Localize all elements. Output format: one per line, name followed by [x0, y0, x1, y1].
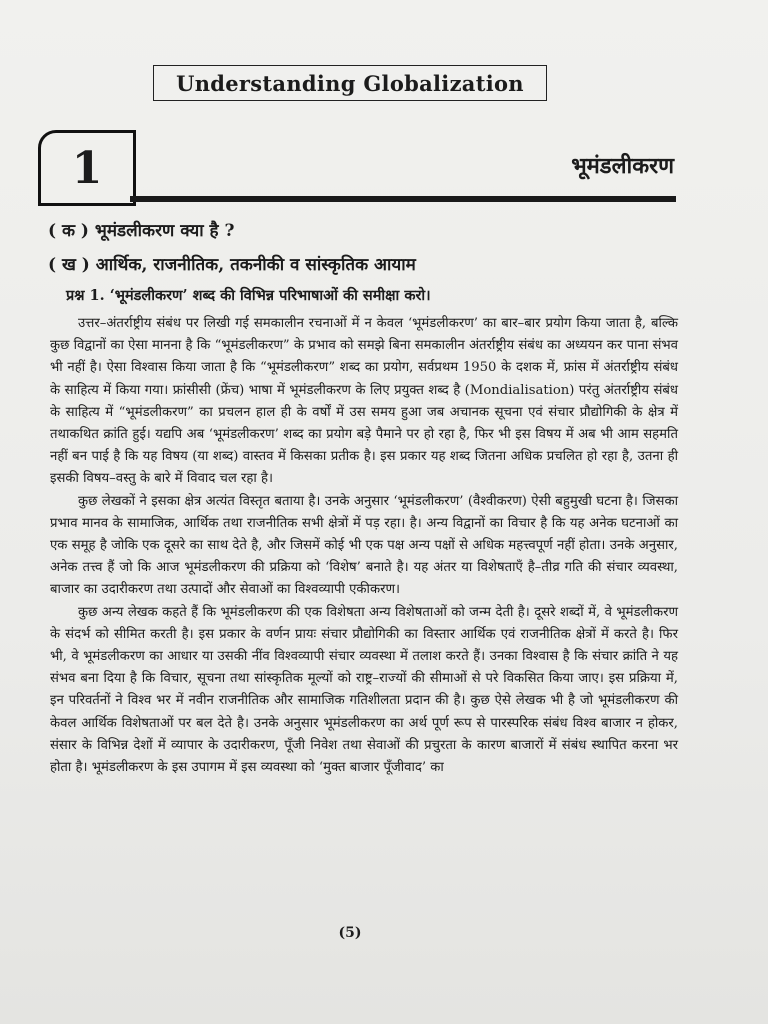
book-title-box [153, 65, 547, 101]
chapter-number-box [38, 130, 136, 206]
paragraph-2: कुछ लेखकों ने इसका क्षेत्र अत्यंत विस्तृत बताया है। उनके अनुसार ‘भूमंडलीकरण’ (वैश्वीकरण) ऐसी बहुमुखी घटना है। जिसका प्रभाव मानव के सामाजिक, आर्थिक तथा राजनीतिक सभी क्षेत्रों में पड़ रहा। है। अन्य विद्वानों का विचार है कि यह अनेक घटनाओं का एक समूह है जोकि एक दूसरे का साथ देते है, और जिसमें कोई भी एक पक्ष अन्य पक्षों से अधिक महत्त्वपूर्ण नहीं होता। उनके अनुसार, अनेक तत्त्व हैं जो कि आज भूमंडलीकरण की प्रक्रिया को ‘विशेष’ बनाते है। यह अंतर या विशेषताएँ है–तीव्र गति की संचार व्यवस्था, बाजार का उदारीकरण तथा उत्पादों और सेवाओं का विश्वव्यापी एकीकरण। [50, 493, 678, 598]
question-line: प्रश्न 1. ‘भूमंडलीकरण’ शब्द की विभिन्न परिभाषाओं की समीक्षा करो। [66, 287, 431, 304]
paragraph-1: उत्तर–अंतर्राष्ट्रीय संबंध पर लिखी गई समकालीन रचनाओं में न केवल ‘भूमंडलीकरण’ का बार–बार प्रयोग किया जाता है, बल्कि कुछ विद्वानों का ऐसा मानना है कि “भूमंडलीकरण” के प्रभाव को समझे बिना समकालीन अंतर्राष्ट्रीय संबंध का अध्ययन कर पाना संभव भी नहीं है। ऐसा विश्वास किया जाता है कि “भूमंडलीकरण” शब्द का प्रयोग, सर्वप्रथम 1950 के दशक में, फ्रांस में अंतर्राष्ट्रीय संबंध के साहित्य में किया गया। फ्रांसीसी (फ्रेंच) भाषा में भूमंडलीकरण के लिए प्रयुक्त शब्द है (Mondialisation) परंतु अंतर्राष्ट्रीय संबंध के साहित्य में “भूमंडलीकरण” का प्रचलन हाल ही के वर्षों में उस समय हुआ जब अचानक सूचना एवं संचार प्रौद्योगिकी के क्षेत्र में तथाकथित क्रांति हुई। यद्यपि अब ‘भूमंडलीकरण’ शब्द का प्रयोग बड़े पैमाने पर हो रहा है, फिर भी इस विषय में अब भी आम सहमति नहीं बन पाई है कि यह विषय (या शब्द) वास्तव में किसका प्रतीक है। इस प्रकार यह शब्द जितना अधिक प्रचलित हो रहा है, उतना ही इसकी विषय–वस्तु के बारे में विवाद चल रहा है। [50, 316, 678, 487]
chapter-number: 1 [71, 142, 103, 194]
section-heading-kha: ( ख ) आर्थिक, राजनीतिक, तकनीकी व सांस्कृतिक आयाम [48, 255, 416, 275]
chapter-title: भूमंडलीकरण [571, 153, 674, 179]
section-heading-ka: ( क ) भूमंडलीकरण क्या है ? [48, 221, 235, 241]
paragraph-3: कुछ अन्य लेखक कहते हैं कि भूमंडलीकरण की एक विशेषता अन्य विशेषताओं को जन्म देती है। दूसरे शब्दों में, वे भूमंडलीकरण के संदर्भ को सीमित करती है। इस प्रकार के वर्णन प्रायः संचार प्रौद्योगिकी का विस्तार आर्थिक एवं राजनीतिक क्षेत्रों में करते है। फिर भी, वे भूमंडलीकरण का आधार या उसकी नींव विश्वव्यापी संचार व्यवस्था में तलाश करते हैं। उनका विश्वास है कि संचार क्रांति ने यह संभव बना दिया है कि विचार, सूचना तथा सांस्कृतिक मूल्यों को राष्ट्र–राज्यों की सीमाओं से परे विकसित किया जाए। इस प्रक्रिया में, इन परिवर्तनों ने विश्व भर में नवीन राजनीतिक और सामाजिक गतिशीलता प्रदान की है। कुछ ऐसे लेखक भी है जो भूमंडलीकरण की केवल आर्थिक विशेषताओं पर बल देते है। उनके अनुसार भूमंडलीकरण का अर्थ पूर्ण रूप से पारस्परिक संबंध विश्व बाजार न होकर, संसार के विभिन्न देशों में व्यापार के उदारीकरण, पूँजी निवेश तथा सेवाओं की प्रचुरता के कारण बाजारों में संबंध स्थापित करना भर होता है। भूमंडलीकरण के इस उपागम में इस व्यवस्था को ‘मुक्त बाजार पूँजीवाद’ का [50, 604, 678, 776]
book-title: Understanding Globalization [176, 70, 524, 96]
chapter-rule [130, 196, 676, 202]
page-number: (5) [338, 925, 362, 941]
body-text [50, 313, 678, 779]
